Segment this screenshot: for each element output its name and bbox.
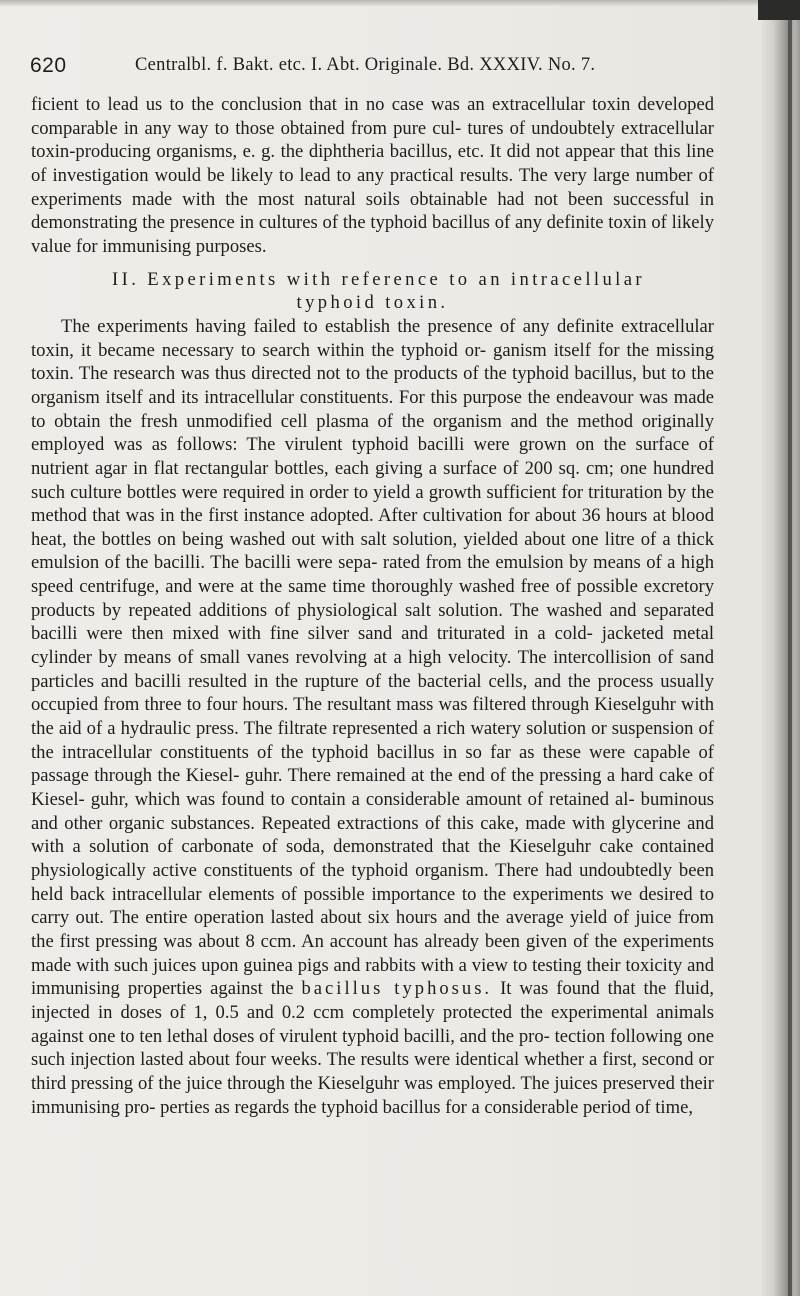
page-binding-edge — [762, 0, 800, 1296]
page-header — [30, 54, 730, 82]
binding-shadow-line — [788, 0, 792, 1296]
paragraph-text-part-2: It was found that the fluid, injected in doses of 1, 0.5 and 0.2 ccm completely protected the experimental animals against one to ten lethal doses of virulent typhoid bacilli, and the pro- tection following one such injection lasted about four weeks. The results were identical whether a first, second or third pressing of the juice through the Kieselguhr was employed. The juices preserved their immunising pro- perties as regards the typhoid bacillus for a considerable period of time, — [31, 978, 714, 1118]
paragraph-continuation: ficient to lead us to the conclusion that in no case was an extracellular toxin developed comparable in any way to those obtained from pure cul- tures of undoubtely extracellular toxin-producing organisms, e. g. the diphtheria bacillus, etc. It did not appear that this line of investigation would be likely to lead to any practical results. The very large number of experiments made with the most natural soils obtainable had not been successful in demonstrating the presence in cultures of the typhoid bacillus of any definite toxin of likely value for immunising purposes. — [31, 94, 714, 257]
paragraph-intracellular-toxin — [31, 315, 714, 1119]
binding-top-corner — [758, 0, 800, 20]
section-heading-line-2: typhoid toxin. — [296, 292, 449, 314]
page-number: 620 — [30, 54, 67, 77]
body-text — [31, 93, 714, 1119]
section-heading-line-1: II. Experiments with reference to an intracellular — [112, 268, 645, 290]
running-head: Centralbl. f. Bakt. etc. I. Abt. Originale. Bd. XXXIV. No. 7. — [135, 55, 596, 75]
spaced-species-name: bacillus typhosus. — [301, 978, 493, 1000]
paragraph-text-part-1: The experiments having failed to establish the presence of any definite extracellular toxin, it became necessary to search within the typhoid or- ganism itself for the missing toxin. The research was thus directed not to the products of the typhoid bacillus, but to the organism itself and its intracellular constituents. For this purpose the endeavour was made to obtain the fresh unmodified cell plasma of the organism and the method originally employed was as follows: The virulent typhoid bacilli were grown on the surface of nutrient agar in flat rectangular bottles, each giving a surface of 200 sq. cm; one hundred such culture bottles were required in order to yield a growth sufficient for trituration by the method that was in the first instance adopted. After cultivation for about 36 hours at blood heat, the bottles on being washed out with salt solution, yielded about one litre of a thick emulsion of the bacilli. The bacilli were sepa- rated from the emulsion by means of a high speed centrifuge, and were at the same time thoroughly washed free of possible excretory products by repeated additions of physiological salt solution. The washed and separated bacilli were then mixed with fine silver sand and triturated in a cold- jacketed metal cylinder by means of small vanes revolving at a high velocity. The intercollision of sand particles and bacilli resulted in the rupture of the bacterial cells, and the process usually occupied from three to four hours. The resultant mass was filtered through Kieselguhr with the aid of a hydraulic press. The filtrate represented a rich watery solution or suspension of the intracellular constituents of the typhoid bacillus in so far as these were capable of passage through the Kiesel- guhr. There remained at the end of the pressing a hard cake of Kiesel- guhr, which was found to contain a considerable amount of retained al- buminous and other organic substances. Repeated extractions of this cake, made with glycerine and with a solution of carbonate of soda, demonstrated that the Kieselguhr cake contained physiologically active constituents of the typhoid organism. There had undoubtedly been held back intracellular elements of possible importance to the experiments we desired to carry out. The entire operation lasted about six hours and the average yield of juice from the first pressing was about 8 ccm. An account has already been given of the experiments made with such juices upon guinea pigs and rabbits with a view to testing their toxicity and immunising properties against the — [31, 315, 714, 1000]
section-heading — [31, 268, 714, 315]
top-edge-shadow — [0, 0, 760, 6]
